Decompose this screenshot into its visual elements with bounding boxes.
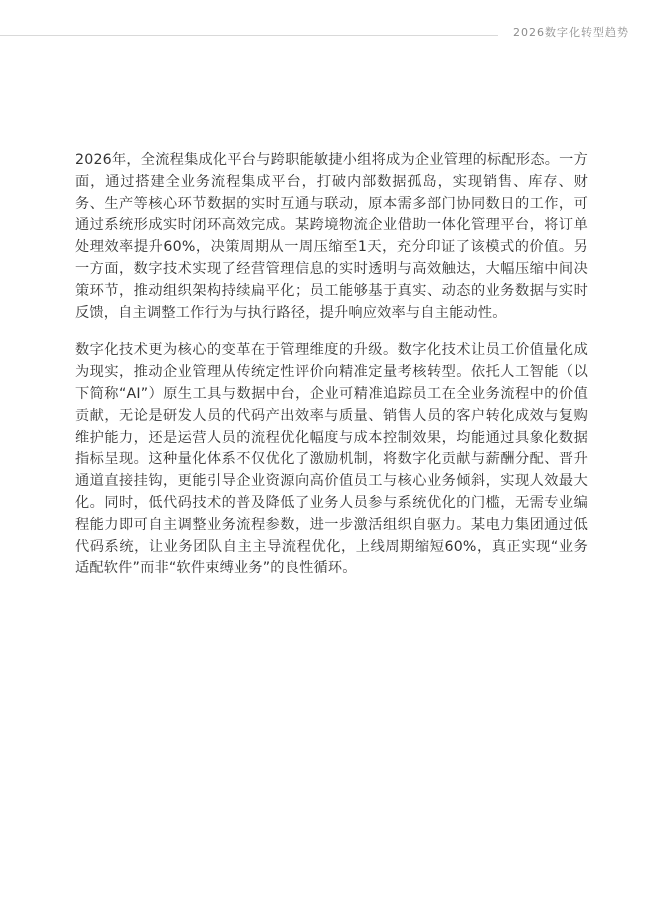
- body-paragraph-2: 数字化技术更为核心的变革在于管理维度的升级。数字化技术让员工价值量化成为现实，推动企业管理从传统定性评价向精准定量考核转型。依托人工智能（以下简称“AI”）原生工具与数据中台，企业可精准追踪员工在全业务流程中的价值贡献，无论是研发人员的代码产出效率与质量、销售人员的客户转化成效与复购维护能力，还是运营人员的流程优化幅度与成本控制效果，均能通过具象化数据指标呈现。这种量化体系不仅优化了激励机制，将数字化贡献与薪酬分配、晋升通道直接挂钩，更能引导企业资源向高价值员工与核心业务倾斜，实现人效最大化。同时，低代码技术的普及降低了业务人员参与系统优化的门槛，无需专业编程能力即可自主调整业务流程参数，进一步激活组织自驱力。某电力集团通过低代码系统，让业务团队自主主导流程优化，上线周期缩短60%，真正实现“业务适配软件”而非“软件束缚业务”的良性循环。: [75, 342, 588, 577]
- body-paragraph-1: 2026年，全流程集成化平台与跨职能敏捷小组将成为企业管理的标配形态。一方面，通过搭建全业务流程集成平台，打破内部数据孤岛，实现销售、库存、财务、生产等核心环节数据的实时互通与联动，原本需多部门协同数日的工作，可通过系统形成实时闭环高效完成。某跨境物流企业借助一体化管理平台，将订单处理效率提升60%，决策周期从一周压缩至1天，充分印证了该模式的价值。另一方面，数字技术实现了经营管理信息的实时透明与高效触达，大幅压缩中间决策环节，推动组织架构持续扁平化；员工能够基于真实、动态的业务数据与实时反馈，自主调整工作行为与执行路径，提升响应效率与自主能动性。: [75, 152, 588, 321]
- header-divider: [0, 35, 498, 36]
- running-header-title: 2026数字化转型趋势: [513, 26, 629, 39]
- body-text: [75, 150, 588, 596]
